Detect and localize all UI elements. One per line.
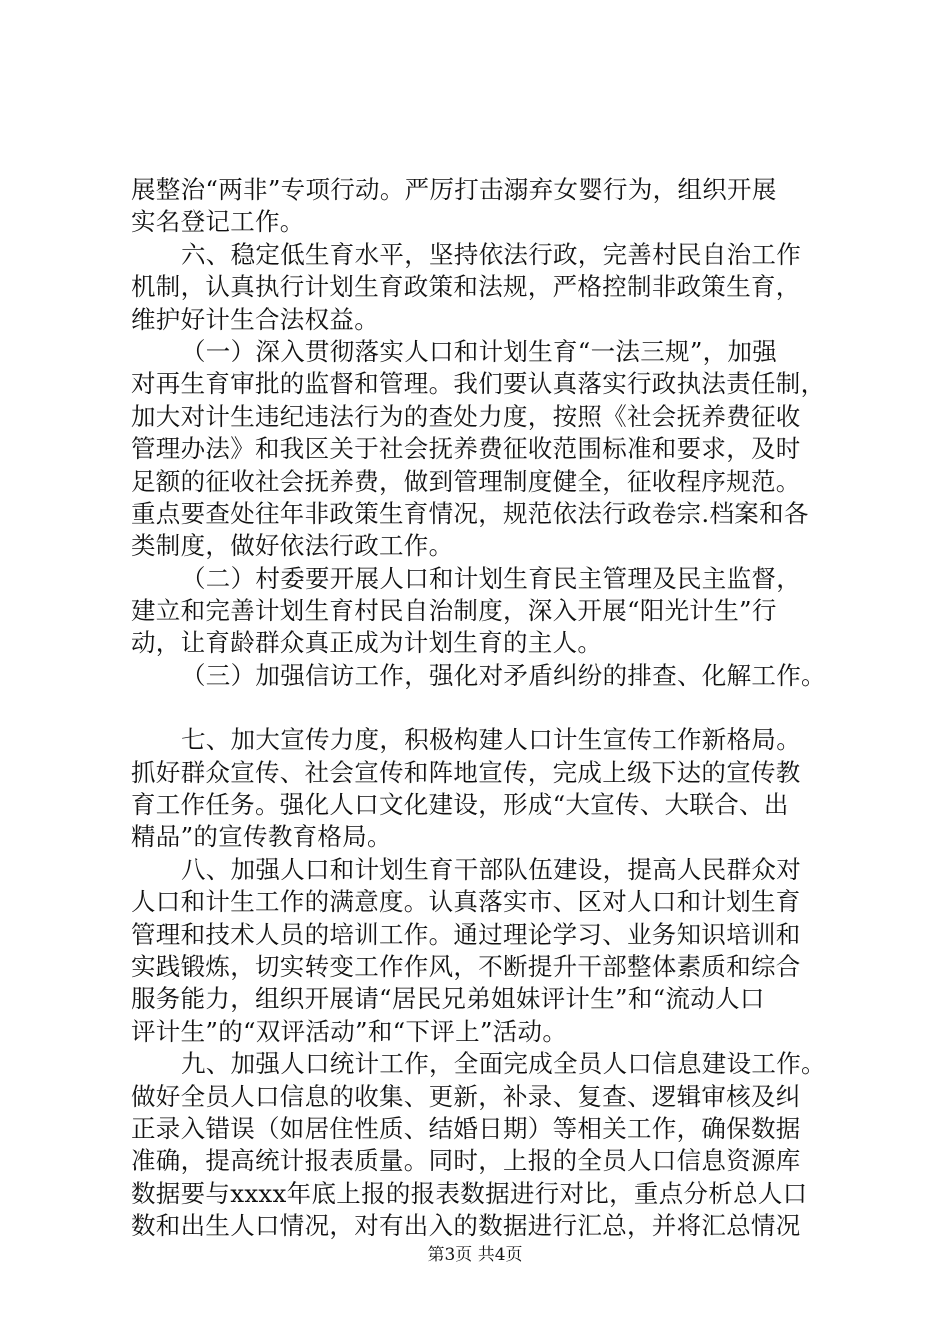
text-line: （一）深入贯彻落实人口和计划生育“一法三规”，加强: [181, 336, 778, 366]
text-line: 准确，提高统计报表质量。同时，上报的全员人口信息资源库: [131, 1146, 801, 1176]
text-line: 正录入错误（如居住性质、结婚日期）等相关工作，确保数据: [131, 1113, 801, 1143]
paragraph-p-six-2: [131, 563, 851, 660]
paragraph-p-eight: [131, 854, 851, 1048]
text-line: 足额的征收社会抚养费，做到管理制度健全，征收程序规范。: [131, 466, 801, 496]
text-line: 做好全员人口信息的收集、更新，补录、复查、逻辑审核及纠: [131, 1081, 801, 1111]
text-line: 展整治“两非”专项行动。严厉打击溺弃女婴行为，组织开展: [131, 175, 777, 204]
text-line: 抓好群众宣传、社会宣传和阵地宣传，完成上级下达的宣传教: [131, 757, 801, 787]
text-line: 管理办法》和我区关于社会抚养费征收范围标准和要求，及时: [131, 434, 801, 464]
text-line: 评计生”的“双评活动”和“下评上”活动。: [131, 1016, 568, 1046]
text-line: 维护好计生合法权益。: [131, 304, 379, 334]
text-line: （二）村委要开展人口和计划生育民主管理及民主监督，: [181, 563, 801, 593]
text-line: 九、加强人口统计工作，全面完成全员人口信息建设工作。: [181, 1049, 826, 1079]
text-line: 实践锻炼，切实转变工作作风，不断提升干部整体素质和综合: [131, 951, 801, 981]
paragraph-p-nine: [131, 1048, 851, 1242]
text-line: 机制，认真执行计划生育政策和法规，严格控制非政策生育，: [131, 272, 801, 302]
text-line: 服务能力，组织开展请“居民兄弟姐妹评计生”和“流动人口: [131, 984, 765, 1014]
page-footer: 第3页 共4页: [427, 1245, 523, 1265]
text-line: 育工作任务。强化人口文化建设，形成“大宣传、大联合、出: [131, 790, 789, 820]
text-line: 实名登记工作。: [131, 207, 305, 237]
paragraph-p-six-3: [131, 660, 851, 692]
text-line: 数和出生人口情况，对有出入的数据进行汇总，并将汇总情况: [131, 1211, 801, 1241]
text-line: 加大对计生违纪违法行为的查处力度，按照《社会抚养费征收: [131, 401, 801, 431]
text-line: 精品”的宣传教育格局。: [131, 822, 392, 852]
text-line: 人口和计生工作的满意度。认真落实市、区对人口和计划生育: [131, 887, 801, 917]
text-line: 对再生育审批的监督和管理。我们要认真落实行政执法责任制，: [131, 369, 826, 399]
paragraph-p-continue: [131, 174, 851, 239]
document-body: [131, 174, 851, 1243]
text-line: 数据要与xxxx年底上报的报表数据进行对比，重点分析总人口: [131, 1178, 808, 1208]
paragraph-spacer: [131, 692, 851, 724]
paragraph-p-six-1: [131, 336, 851, 563]
text-line: 建立和完善计划生育村民自治制度，深入开展“阳光计生”行: [131, 596, 777, 626]
text-line: （三）加强信访工作，强化对矛盾纠纷的排查、化解工作。: [181, 660, 826, 690]
text-line: 管理和技术人员的培训工作。通过理论学习、业务知识培训和: [131, 919, 801, 949]
text-line: 七、加大宣传力度，积极构建人口计生宣传工作新格局。: [181, 725, 801, 755]
text-line: 六、稳定低生育水平，坚持依法行政，完善村民自治工作: [181, 239, 801, 269]
text-line: 动，让育龄群众真正成为计划生育的主人。: [131, 628, 603, 658]
text-line: 八、加强人口和计划生育干部队伍建设，提高人民群众对: [181, 854, 801, 884]
text-line: 类制度，做好依法行政工作。: [131, 531, 454, 561]
paragraph-p-six: [131, 239, 851, 336]
text-line: 重点要查处往年非政策生育情况，规范依法行政卷宗.档案和各: [131, 498, 809, 528]
paragraph-p-seven: [131, 724, 851, 854]
